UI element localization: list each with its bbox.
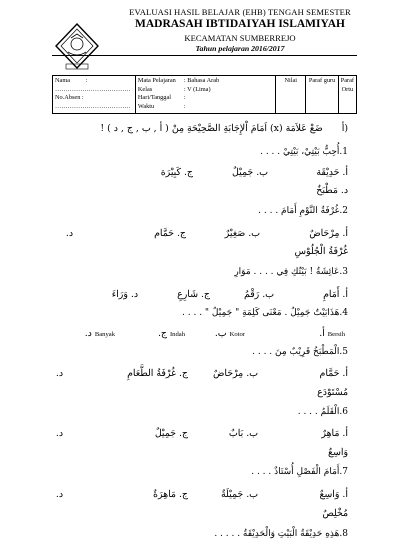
option-b[interactable]: ب. صَغِيْرٌ — [224, 228, 260, 239]
option-a[interactable]: أ. مَاهِرٌ — [321, 428, 348, 439]
question-number: 6. — [339, 407, 348, 417]
section-letter: (أ — [341, 123, 348, 134]
option-c[interactable]: ج. كَبِيْرَة — [160, 167, 193, 178]
option-d-letter[interactable]: د. — [65, 228, 73, 239]
question-number: 7. — [339, 467, 348, 477]
parent-sign-label: Paraf Ortu — [340, 77, 354, 93]
question-3 — [234, 267, 348, 277]
option-a[interactable]: أ. أَمَامِ — [323, 289, 348, 300]
parent-sign-cell — [338, 76, 356, 114]
name-field[interactable]: ……………………………… — [55, 85, 131, 93]
subject-info-cell — [135, 76, 275, 114]
option-b[interactable]: Kotor ب. — [214, 328, 245, 339]
question-7 — [251, 467, 348, 477]
question-number: 3. — [339, 267, 348, 277]
option-b[interactable]: ب. مِرْحَاضٌ — [213, 368, 258, 379]
score-label: Nilai — [284, 77, 298, 84]
options-7-d — [322, 508, 348, 519]
subject-value: : Bahasa Arab — [183, 77, 220, 84]
section-instruction — [28, 123, 348, 134]
question-number: 4. — [339, 308, 348, 318]
option-d-letter[interactable]: د. — [55, 489, 63, 500]
district-name: KECAMATAN SUMBERREJO — [184, 33, 296, 43]
teacher-sign-label: Paraf guru — [308, 77, 336, 84]
option-b[interactable]: ب. جَمِيْلَةٌ — [221, 489, 258, 500]
question-number: 1. — [339, 147, 348, 157]
exam-title: EVALUASI HASIL BELAJAR (EHB) TENGAH SEMESTER — [129, 7, 351, 17]
question-number: 2. — [339, 206, 348, 216]
option-c[interactable]: Indah ج. — [157, 328, 185, 339]
options-1-d — [316, 185, 348, 196]
options-5 — [28, 368, 348, 379]
student-identity-cell — [53, 76, 136, 114]
absence-number-field[interactable]: ……………………………… — [55, 102, 131, 110]
option-b[interactable]: ب. جَمِيْلٌ — [232, 167, 268, 178]
academic-year: Tahun pelajaran 2016/2017 — [195, 44, 285, 53]
option-d[interactable]: Banyak د. — [84, 328, 115, 339]
student-info-table — [52, 75, 357, 114]
options-6-d — [328, 447, 348, 458]
option-d[interactable]: د. مَطْبَخٌ — [316, 185, 348, 196]
option-d[interactable]: مُخْلِصٌ — [322, 508, 348, 519]
question-text: هَذِهِ حَدِيْقَةُ الْبَيْتِ وَالْحَدِيْقَةُ . . . . . — [214, 529, 340, 539]
date-value: : — [183, 94, 186, 101]
option-d[interactable]: وَاسِعٌ — [328, 447, 348, 458]
question-text: أَمَامَ الْفَصْلِ أُسْتَاذٌ . . . . — [251, 467, 340, 477]
name-label: Nama — [55, 77, 71, 84]
question-number: 5. — [339, 347, 348, 357]
options-3 — [48, 289, 348, 300]
option-c[interactable]: ج. مَاهِرَةٌ — [153, 489, 188, 500]
question-8 — [214, 529, 348, 539]
date-label: Hari/Tanggal — [137, 94, 172, 101]
option-d-letter[interactable]: د. — [55, 368, 63, 379]
question-2 — [258, 206, 348, 216]
name-colon: : — [85, 77, 88, 84]
time-label: Waktu — [137, 102, 155, 110]
option-a[interactable]: أ. وَاسِعٌ — [319, 489, 348, 500]
option-c[interactable]: ج. جَمِيْلٌ — [154, 428, 188, 439]
option-c[interactable]: ج. حَمَّام — [154, 228, 186, 239]
question-6 — [298, 407, 348, 417]
option-c[interactable]: ج. شَارِعِ — [177, 289, 210, 300]
option-d[interactable]: د. وَرَاءَ — [111, 289, 138, 300]
question-text: الْمَطْبَخُ قَرِيْبٌ مِنَ . . . . — [252, 347, 340, 357]
option-d-letter[interactable]: د. — [55, 428, 63, 439]
question-text: عَائِشَةُ ! بَيْتُكِ فِي . . . . مَوَارِ — [234, 267, 340, 277]
options-7 — [28, 489, 348, 500]
subject-label: Mata Pelajaran — [137, 77, 176, 84]
teacher-sign-cell — [306, 76, 338, 114]
question-number: 8. — [339, 529, 348, 539]
question-text: أُحِبُّ بَيْتِيْ، بَيْتِيْ . . . . — [260, 147, 340, 157]
options-5-d — [317, 387, 348, 398]
options-1 — [48, 167, 348, 178]
option-a[interactable]: أ. حَمَّام — [319, 368, 348, 379]
option-a[interactable]: أ. حَدِيْقَة — [316, 167, 348, 178]
option-d[interactable]: غُرْفَةُ الْجُلُوْسِ — [294, 246, 348, 257]
header-divider — [52, 55, 357, 56]
option-b[interactable]: ب. بَابٌ — [228, 428, 258, 439]
options-4 — [30, 328, 345, 339]
option-d[interactable]: مُسْتَوْدَع — [317, 387, 348, 398]
question-text: الْقَلَمُ . . . . — [297, 407, 340, 417]
question-1 — [260, 147, 348, 157]
time-value: : — [183, 102, 186, 110]
question-text: غُرْفَةُ النَّوْمِ أَمَامَ . . . . — [258, 206, 340, 216]
option-b[interactable]: ب. رَقْمُ — [243, 289, 274, 300]
exam-header — [0, 0, 400, 78]
question-text: هَذَابَيْتٌ جَمِيْلٌ . مَعْنَى كَلِمَةِ " جَمِيْلٌ " . . . . — [182, 308, 340, 318]
class-value: : V (Lima) — [183, 85, 211, 93]
option-a[interactable]: أ. مِرْحَاضٌ — [309, 228, 348, 239]
options-6 — [28, 428, 348, 439]
instruction-text: ضَعْ عَلاَمَة (x) اَمَامَ اْلإِجَابَةِ الصَّحِيْحَةِ مِنْ ( أ , ب , ج , د ) ! — [100, 123, 323, 134]
question-5 — [252, 347, 348, 357]
options-2 — [28, 228, 348, 239]
class-label: Kelas — [137, 85, 153, 93]
absence-number-label: No.Absen : — [55, 94, 84, 101]
school-name: MADRASAH IBTIDAIYAH ISLAMIYAH — [134, 18, 346, 30]
option-a[interactable]: Bersih أ. — [319, 328, 345, 339]
options-2-d — [295, 246, 348, 257]
score-cell — [276, 76, 306, 114]
question-4 — [182, 308, 348, 318]
option-c[interactable]: ج. غُرْفَةُ الطَّعَامِ — [127, 368, 188, 379]
